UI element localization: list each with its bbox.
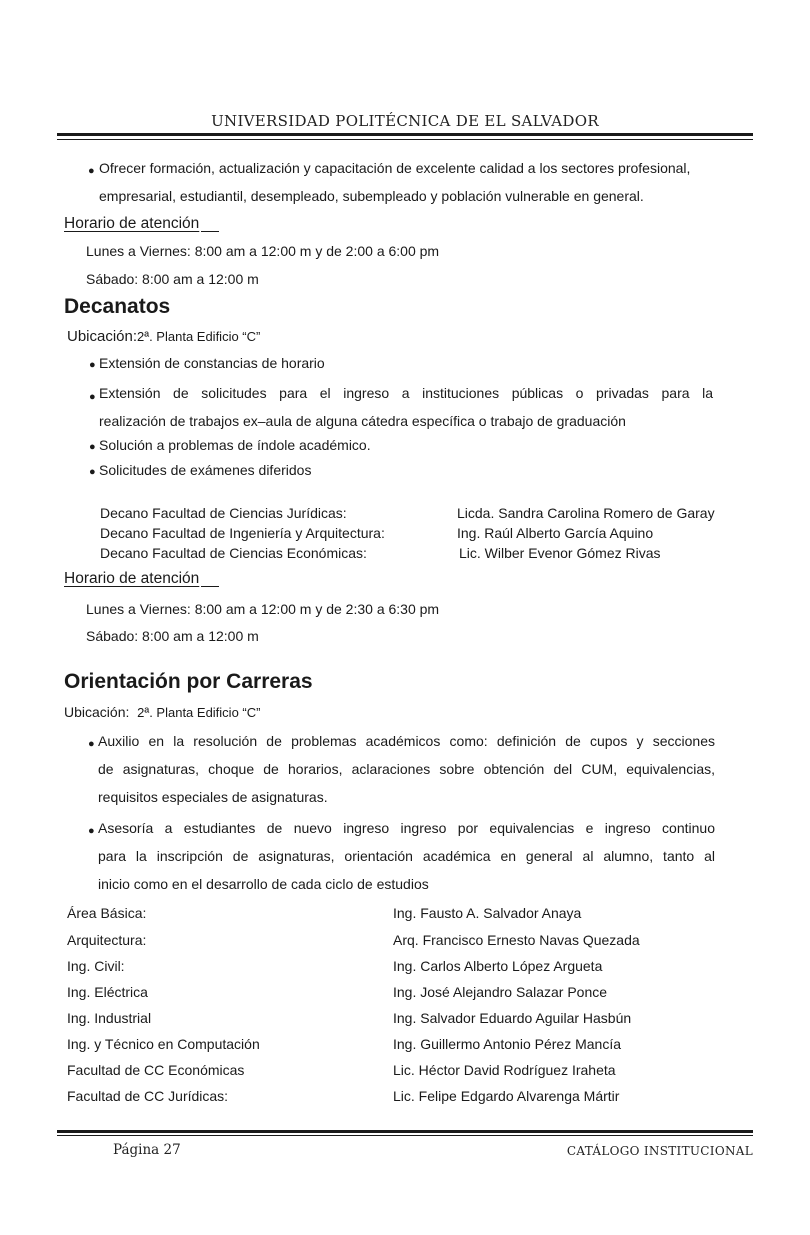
bullet-dot-icon: ●: [88, 825, 95, 837]
dean-role-3: Decano Facultad de Ciencias Económicas:: [100, 545, 367, 561]
area-coordinator-7: Lic. Héctor David Rodríguez Iraheta: [393, 1062, 616, 1078]
orientacion-bullet-1-line1: Auxilio en la resolución de problemas académicos como: definición de cupos y secciones: [98, 733, 715, 749]
horario-heading-1: Horario de atención: [64, 215, 219, 233]
area-label-4: Ing. Eléctrica: [67, 984, 148, 1000]
header-rule-thin: [57, 139, 753, 140]
horario-1-weekdays: Lunes a Viernes: 8:00 am a 12:00 m y de 2:00 a 6:00 pm: [86, 243, 440, 259]
area-coordinator-3: Ing. Carlos Alberto López Argueta: [393, 958, 603, 974]
bullet-dot-icon: ●: [88, 738, 95, 750]
horario-1-saturday: Sábado: 8:00 am a 12:00 m: [86, 271, 259, 287]
bullet-dot-icon: ●: [89, 359, 96, 371]
footer-catalog-label: CATÁLOGO INSTITUCIONAL: [566, 1144, 753, 1158]
bullet-dot-icon: ●: [89, 391, 96, 403]
orientacion-ubicacion-label: Ubicación:: [64, 704, 130, 720]
bullet-dot-icon: ●: [89, 441, 96, 453]
decanatos-heading: Decanatos: [64, 295, 171, 318]
decanatos-ubicacion-label: Ubicación:: [67, 328, 138, 345]
dean-name-2: Ing. Raúl Alberto García Aquino: [457, 525, 654, 541]
decanatos-ubicacion: [67, 328, 260, 345]
bullet-dot-icon: ●: [89, 466, 96, 478]
intro-bullet-line2: empresarial, estudiantil, desempleado, subempleado y población vulnerable en general.: [99, 188, 644, 204]
header-rule-thick: [57, 133, 753, 136]
dean-role-1: Decano Facultad de Ciencias Jurídicas:: [100, 505, 347, 521]
area-coordinator-2: Arq. Francisco Ernesto Navas Quezada: [393, 932, 640, 948]
orientacion-bullet-1-line2: de asignaturas, choque de horarios, aclaraciones sobre obtención del CUM, equivalencias,: [98, 761, 715, 777]
footer-rule-thin: [57, 1135, 753, 1136]
area-label-3: Ing. Civil:: [67, 958, 125, 974]
area-coordinator-5: Ing. Salvador Eduardo Aguilar Hasbún: [393, 1010, 632, 1026]
dean-name-1: Licda. Sandra Carolina Romero de Garay: [457, 505, 715, 521]
area-label-5: Ing. Industrial: [67, 1010, 152, 1026]
bullet-dot-icon: ●: [88, 165, 95, 177]
orientacion-ubicacion-value: 2ª. Planta Edificio “C”: [137, 705, 261, 720]
area-coordinator-4: Ing. José Alejandro Salazar Ponce: [393, 984, 608, 1000]
area-label-2: Arquitectura:: [67, 932, 147, 948]
horario-2-saturday: Sábado: 8:00 am a 12:00 m: [86, 628, 259, 644]
decanatos-bullet-2-line2: realización de trabajos ex–aula de alguna cátedra específica o trabajo de graduación: [99, 413, 626, 429]
area-coordinator-8: Lic. Felipe Edgardo Alvarenga Mártir: [393, 1088, 620, 1104]
area-label-1: Área Básica:: [67, 905, 147, 921]
orientacion-bullet-1-line3: requisitos especiales de asignaturas.: [98, 789, 328, 805]
footer-rule-thick: [57, 1130, 753, 1133]
orientacion-bullet-2-line2: para la inscripción de asignaturas, orientación académica en general al alumno, tanto al: [98, 848, 715, 864]
area-label-8: Facultad de CC Jurídicas:: [67, 1088, 229, 1104]
intro-bullet-line1: Ofrecer formación, actualización y capacitación de excelente calidad a los sectores profesional,: [99, 160, 691, 176]
decanatos-bullet-4: Solicitudes de exámenes diferidos: [99, 462, 312, 478]
decanatos-bullet-3: Solución a problemas de índole académico.: [99, 437, 371, 453]
area-coordinator-6: Ing. Guillermo Antonio Pérez Mancía: [393, 1036, 622, 1052]
dean-name-3: Lic. Wilber Evenor Gómez Rivas: [459, 545, 661, 561]
decanatos-ubicacion-value: 2ª. Planta Edificio “C”: [137, 329, 261, 344]
area-label-7: Facultad de CC Económicas: [67, 1062, 245, 1078]
orientacion-ubicacion: [64, 704, 260, 720]
page-number: Página 27: [113, 1142, 181, 1158]
decanatos-bullet-1: Extensión de constancias de horario: [99, 355, 325, 371]
orientacion-bullet-2-line3: inicio como en el desarrollo de cada ciclo de estudios: [98, 876, 429, 892]
area-coordinator-1: Ing. Fausto A. Salvador Anaya: [393, 905, 582, 921]
dean-role-2: Decano Facultad de Ingeniería y Arquitectura:: [100, 525, 385, 541]
decanatos-bullet-2-line1: Extensión de solicitudes para el ingreso a instituciones públicas o privadas para la: [99, 385, 713, 401]
orientacion-heading: Orientación por Carreras: [64, 670, 313, 693]
orientacion-bullet-2-line1: Asesoría a estudiantes de nuevo ingreso ingreso por equivalencias e ingreso continuo: [98, 820, 715, 836]
area-label-6: Ing. y Técnico en Computación: [67, 1036, 260, 1052]
horario-2-weekdays: Lunes a Viernes: 8:00 am a 12:00 m y de 2:30 a 6:30 pm: [86, 601, 440, 617]
page-header-title: UNIVERSIDAD POLITÉCNICA DE EL SALVADOR: [211, 112, 599, 130]
horario-heading-2: Horario de atención: [64, 570, 219, 588]
